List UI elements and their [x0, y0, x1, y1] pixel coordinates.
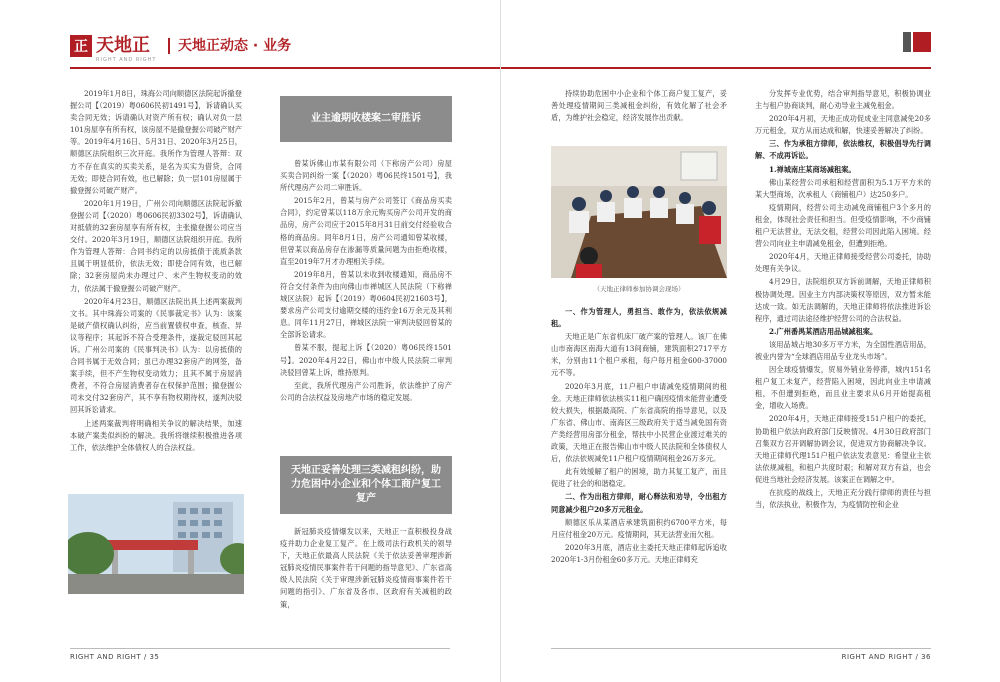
left-column-2a — [280, 158, 452, 405]
paragraph: 2020年4月23日，顺德区法院出具上述两案裁判文书。其中珠海公司案的《民事裁定书》认为：该案是破产债权确认纠纷，应当前置债权申查，核查、异议等程序；其起诉不符合受理条件，遂裁定驳回其起诉。广州公司案的《民事判决书》认为：以房抵债的合同书属于无效合同；虽已办理32套房产的网签，备案手续，但不产生物权变动效力；且其不属于房屋消费者，不符合房屋消费者存在权保护范围；撤登握公司未交付32套房产，其不享有物权期待权，遂判决驳回其诉讼请求。 — [70, 296, 242, 415]
header-rule — [70, 67, 500, 69]
paragraph: 2020年3月底，酒店业主委托天地正律师起诉追收2020年1-3月份租金60多万元。天地正律师充 — [551, 542, 727, 564]
photo-caption: （天地正律师参加协调会现场） — [593, 285, 685, 293]
meeting-photo — [551, 146, 727, 278]
paragraph: 疫情期间，经营公司主动减免商铺租户3个多月的租金，体现社会责任和担当。但受疫情影响，不少商铺租户无法营业，无法交租，经营公司因此陷入困境。经营公司向业主申请减免租金，但遭到拒绝。 — [755, 202, 931, 249]
paragraph: 在抗疫的战线上，天地正充分践行律师的责任与担当，依法执业，积极作为，为疫情防控和企业 — [755, 488, 931, 510]
subheading: 一、作为管理人，勇担当、敢作为，依法依规减租。 — [551, 307, 727, 329]
mark-bar — [903, 32, 911, 52]
right-column-1b — [551, 306, 727, 567]
paragraph: 曾某不服，提起上诉【（2020）粤06民终1501号】。2020年4月22日，佛山市中级人民法院二审判决驳回曾某上诉，维持原判。 — [280, 343, 452, 377]
logo-mark: 正 — [70, 35, 92, 57]
paragraph: 天地正是广东省机床厂破产案的管理人。该厂在佛山市南海区南海大道有13间商铺，建筑面积2717平方米，分别由11个租户承租，每户每月租金600-37000元不等。 — [551, 332, 727, 378]
logo-name: 天地正 — [96, 35, 150, 56]
case-title: 2.广州番禺某酒店用品城减租案。 — [769, 326, 878, 336]
paragraph: 上述两案裁判将明确相关争议的解决结果，加速本破产案类似纠纷的解决。我所将继续积极推进各项工作，依法维护全体债权人的合法权益。 — [70, 418, 242, 452]
paragraph: 顺德区乐从某酒店承建筑面积约6700平方米，每月应付租金20万元。疫情期间，其无法营业而欠租。 — [551, 517, 727, 539]
paragraph: 至此，我所代理房产公司胜诉，依法维护了房产公司的合法权益及房地产市场的稳定发展。 — [280, 380, 452, 402]
paragraph: 此有效缓解了租户的困境，助力其复工复产，而且促进了社会的和谐稳定。 — [551, 467, 727, 489]
banner-appeal-case: 业主逾期收楼案二审胜诉 — [280, 96, 452, 142]
logo-sub: RIGHT AND RIGHT — [96, 57, 157, 63]
paragraph: 2019年1月8日，珠海公司向顺德区法院起诉撤登握公司【（2019）粤0606民初1491号】，诉请确认买卖合同无效；诉请确认对资产所有权；确认对负一层101房屋享有所有权，该房屋不是撤登握公司破产财产等。2019年4月16日、5月31日、2020年3月25日，顺德区法院组织三次开庭。我所作为管理人答辩：双方不存在真实的买卖关系，是名为买实为借贷，合同无效；即使合同有效，也已解除；负一层101房屋属于撤登握公司破产财产。 — [70, 89, 242, 195]
left-column-1 — [70, 88, 242, 455]
left-column-2b — [280, 526, 452, 612]
paragraph: 2020年4月，天地正律师接受151户租户的委托，协助租户依法向政府部门反映情况。4月30日政府部门召集双方召开调解协调会议，促进双方协商解决争议。天地正律师代理151户租户依法发表意见：希望业主依法依规减租，和租户共度时艰；和解对双方有益，也会促进当地社会经济发展。该案正在调解之中。 — [755, 414, 931, 484]
right-logo-mark — [901, 32, 931, 52]
paragraph: 2020年3月底，11户租户申请减免疫情期间的租金。天地正律师依法核实11租户确因疫情未能营业遭受较大损失，根据最高院、广东省高院的指导意见，以及广东省、佛山市、南海区三级政府关于适当减免国有资产类经营用房部分租金，帮扶中小民营企业渡过难关的政策，天地正在报告佛山市中级人民法院和全体债权人后，依法依规减免11户租户疫情期间租金26万多元。 — [551, 381, 727, 464]
right-column-1a — [551, 88, 727, 125]
paragraph: 该用品城占地30多万平方米，为全国性酒店用品，被业内誉为“全球酒店用品专业龙头市场”。 — [755, 339, 931, 361]
paragraph: 2020年4月，天地正律师接受经营公司委托，协助处理有关争议。 — [755, 252, 931, 274]
logo — [70, 35, 157, 63]
page-footer: RIGHT AND RIGHT / 36 — [841, 653, 931, 661]
paragraph: 佛山某经营公司承租和经营面积为5.1万平方米的某大型商场，次承租人（商铺租户）达250多户。 — [755, 177, 931, 199]
subheading: 二、作为出租方律师，耐心释法和劝导，令出租方同意减少租户20多万元租金。 — [551, 492, 727, 514]
paragraph: 因全球疫情爆发，贸易外销业务停滞，城内151名租户复工未复产，经营陷入困境，因此向业主申请减租，不但遭到拒绝，而且业主要求从6月开始提高租金，增收入场费。 — [755, 365, 931, 411]
case-title: 1.禅城南庄某商场减租案。 — [769, 164, 856, 174]
paragraph: 4月29日，法院组织双方诉前调解，天地正律师积极协调处理。因业主方内部决策权等原因，双方暂未能达成一致。如无法调解的，天地正律师将依法推进诉讼程序，通过司法途径维护经营公司的合法权益。 — [755, 277, 931, 323]
paragraph: 2020年1月19日，广州公司向顺德区法院起诉撤登握公司【（2020）粤0606民初3302号】，诉请确认对抵债的32套房屋享有所有权，主张撤登握公司应当交付。2020年3月19日，顺德区法院组织开庭。我所作为管理人答辩：合同书约定的以房抵债于流质条款且属于明显低价，依法无效；即使合同有效，也已解除；32套房屋尚未办理过户、未产生物权变动的效力，依法属于撤登握公司破产财产。 — [70, 198, 242, 293]
mark-block — [913, 32, 931, 52]
paragraph: 持续协助危困中小企业和个体工商户复工复产，妥善处理疫情期间三类减租金纠纷，有效化解了社会矛盾，为维护社会稳定，经济发展作出贡献。 — [551, 89, 727, 123]
right-column-2 — [755, 88, 931, 512]
paragraph: 新冠肺炎疫情爆发以来，天地正一直积极投身战疫并助力企业复工复产。在上级司法行政机关的领导下，天地正依最高人民法院《关于依法妥善审理涉新冠肺炎疫情民事案件若干问题的指导意见》、广东省高级人民法院《关于审理涉新冠肺炎疫情商事案件若干问题的指引》、广东省及各市、区政府有关减租的政策， — [280, 527, 452, 609]
subheading: 三、作为承租方律师，依法维权，积极倡导先行调解、不成再诉讼。 — [755, 139, 931, 161]
paragraph: 2015年2月，曾某与房产公司签订《商品房买卖合同》，约定曾某以118万余元购买房产公司开发的商品房，房产公司应于2015年8月31日前交付经验收合格的商品房。同年8月1日，房产公司通知曾某收楼，但曾某以商品房存在渗漏等质量问题为由拒绝收楼，直至2019年7月才办理相关手续。 — [280, 196, 452, 266]
header-rule — [501, 67, 931, 69]
footer-rule — [70, 648, 450, 649]
right-page — [500, 0, 1000, 682]
paragraph: 2020年4月初，天地正成功促成业主同意减免20多万元租金，双方从而达成和解，快速妥善解决了纠纷。 — [755, 114, 931, 136]
footer-rule — [551, 648, 931, 649]
banner-rent-reduction: 天地正妥善处理三类减租纠纷，助力危困中小企业和个体工商户复工复产 — [280, 456, 452, 514]
page-footer: RIGHT AND RIGHT / 35 — [70, 653, 160, 661]
paragraph: 分发挥专业优势，结合审判指导意见，积极协调业主与租户协商谈判，耐心劝导业主减免租金。 — [755, 89, 931, 111]
paragraph: 2019年8月，曾某以未收到收楼通知，商品房不符合交付条件为由向佛山市禅城区人民法院（下称禅城区法院）起诉【（2019）粤0604民初21603号】，要求房产公司支付逾期交楼的违约金16万余元及其利息。同年11月27日，禅城区法院一审判决驳回曾某的全部诉讼请求。 — [280, 269, 452, 340]
paragraph: 曾某诉佛山市某有限公司（下称房产公司）房屋买卖合同纠纷一案【（2020）粤06民终1501号】，我所代理房产公司二审胜诉。 — [280, 159, 452, 193]
court-building-photo — [68, 494, 244, 594]
section-title: 天地正动态 · 业务 — [168, 38, 291, 54]
